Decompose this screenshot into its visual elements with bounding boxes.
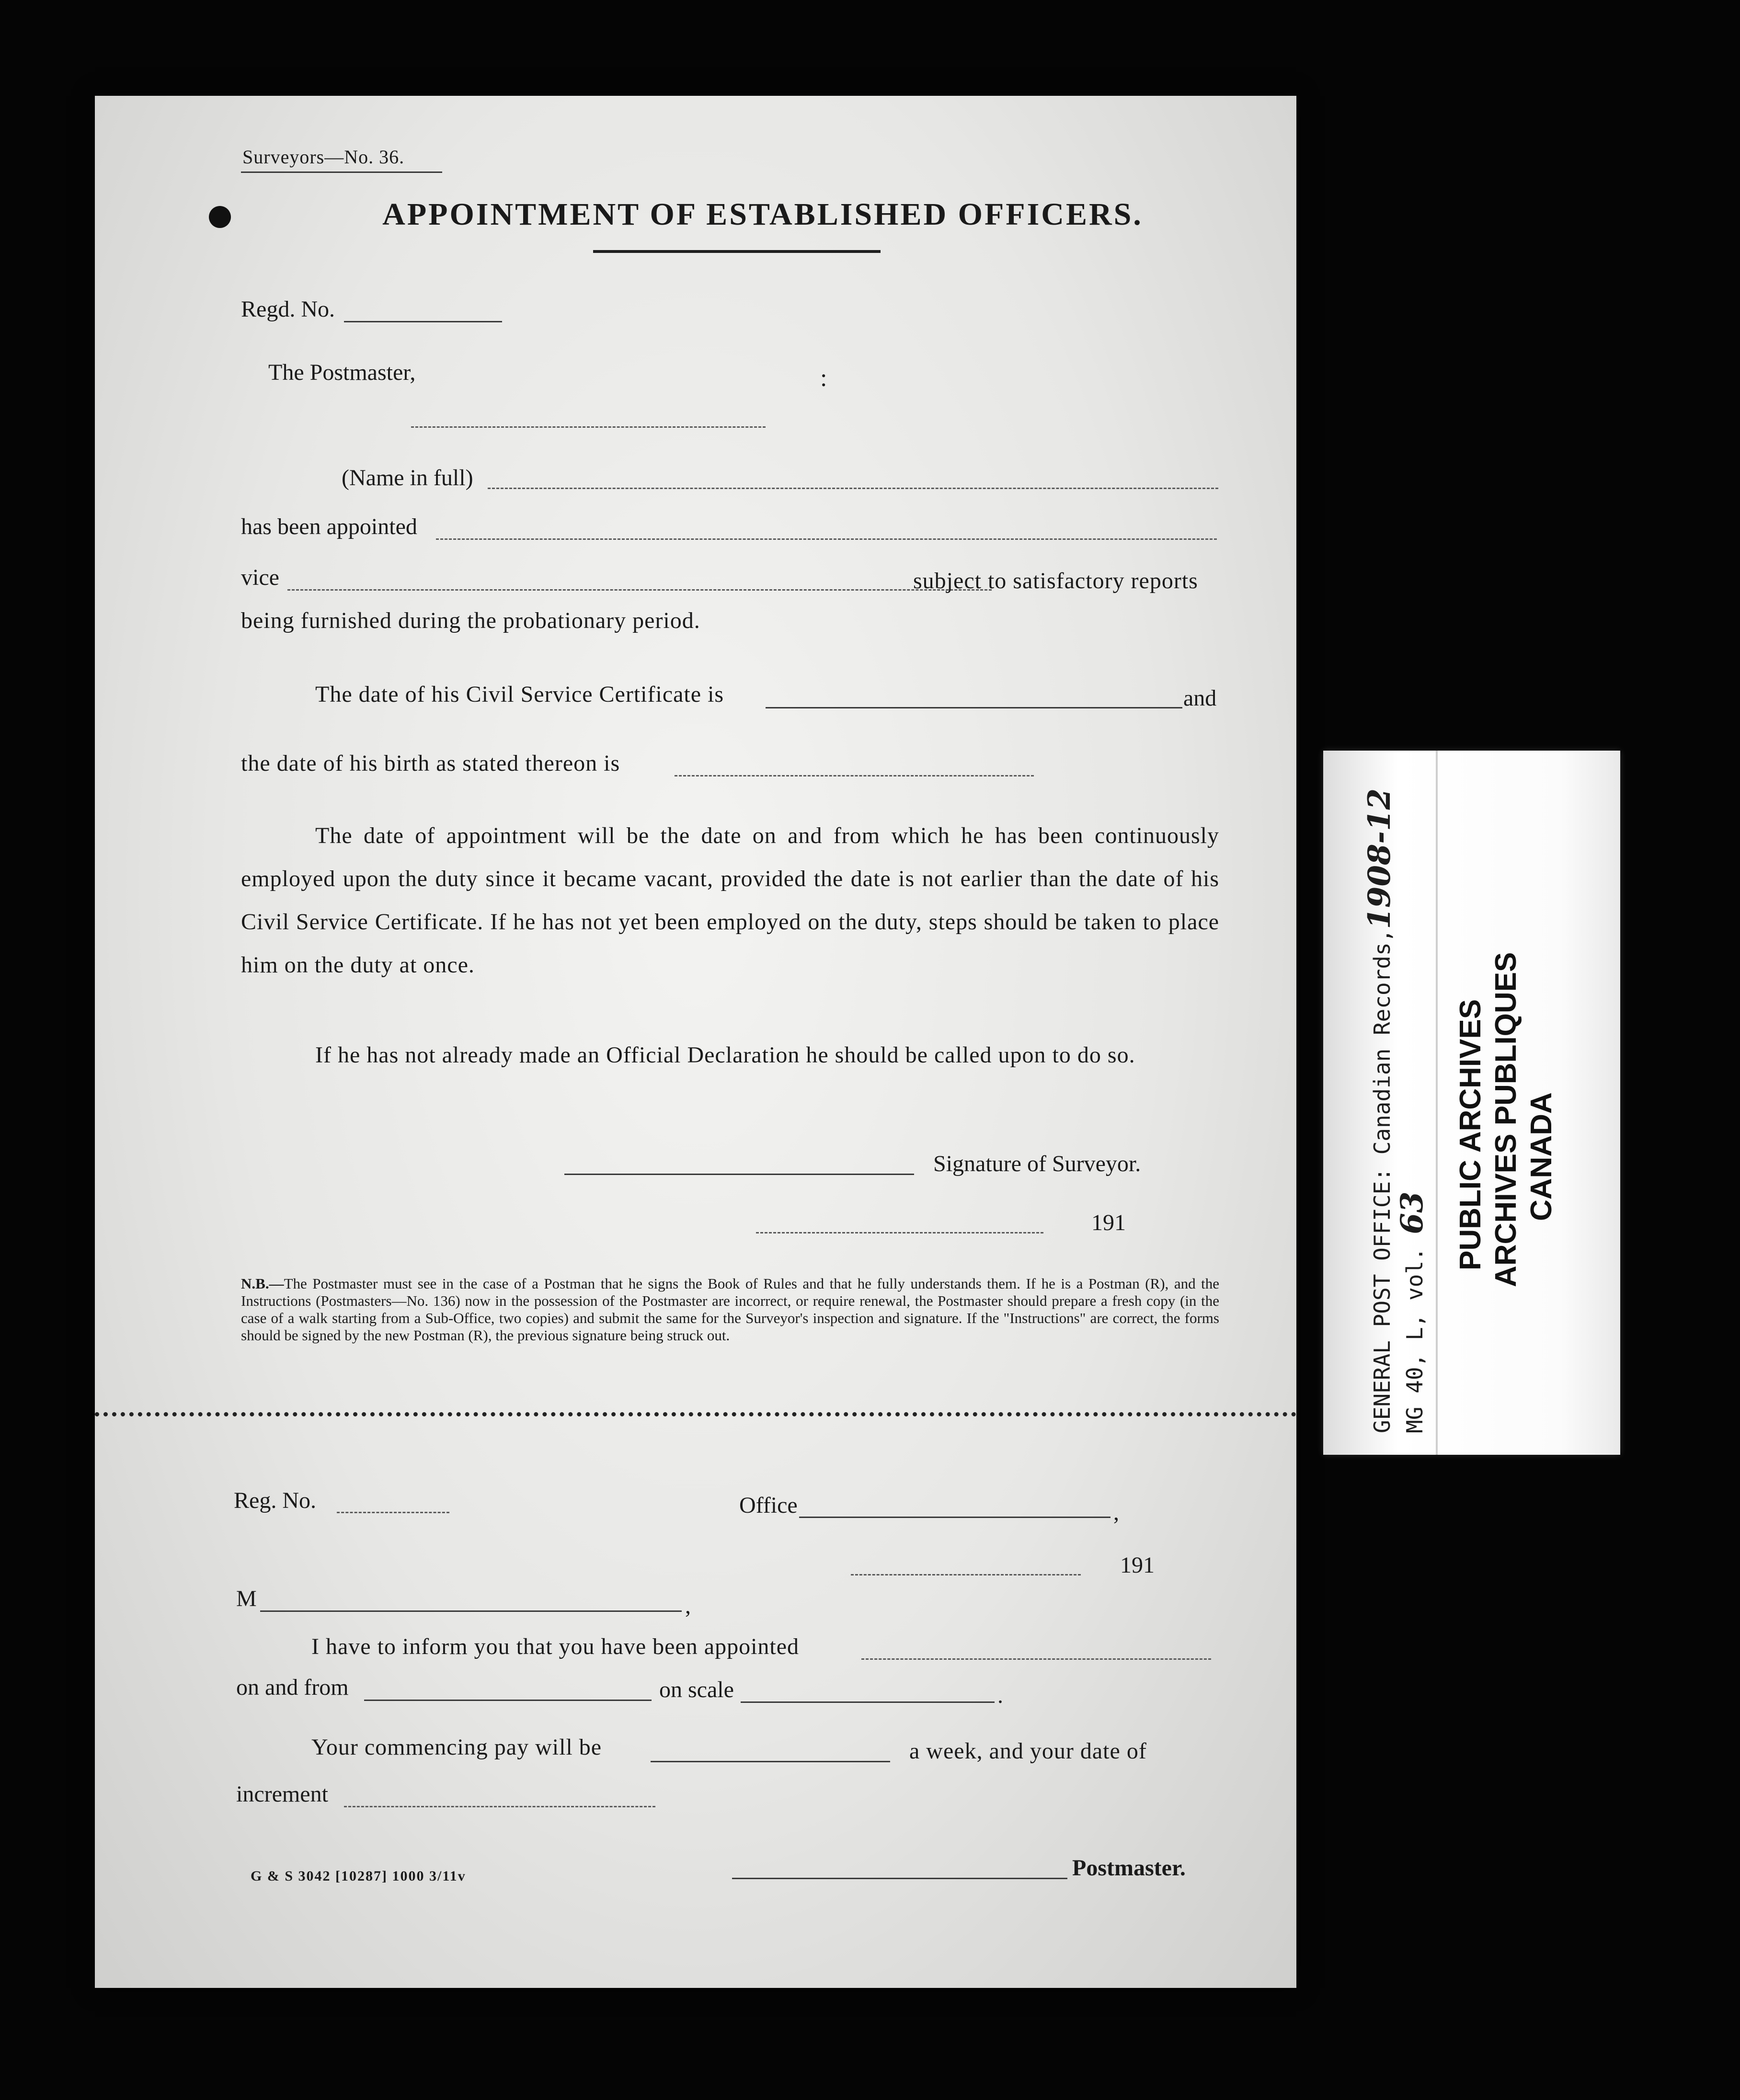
certificate-date-field[interactable] bbox=[766, 707, 1182, 708]
certificate-date-label: The date of his Civil Service Certificate is bbox=[315, 682, 724, 707]
appointment-form-sheet bbox=[95, 96, 1296, 1988]
registered-number-label: Regd. No. bbox=[241, 297, 335, 322]
slip-postmaster-signature-field[interactable] bbox=[732, 1878, 1067, 1879]
postmaster-address-field[interactable] bbox=[411, 426, 766, 428]
nota-bene-label: N.B.— bbox=[241, 1275, 284, 1292]
nota-bene-text: The Postmaster must see in the case of a Postman that he signs the Book of Rules and that he fully understands them. If he is a Postman (R), and the Instructions (Postmasters—No. 136) now in the possession of the Postmaster are incorrect, or require renewal, the Postmaster should prepare a fresh copy (in the case of a walk starting from a Sub-Office, two copies) and submit the same for the Surveyor's inspection and signature. If the "Instructions" are correct, the forms should be signed by the new Postman (R), the previous signature being struck out. bbox=[241, 1275, 1219, 1344]
slip-per-week-text: a week, and your date of bbox=[909, 1738, 1147, 1764]
archive-name-french: ARCHIVES PUBLIQUES bbox=[1489, 952, 1522, 1287]
postmaster-address-label: The Postmaster, bbox=[268, 360, 416, 385]
slip-commencing-pay-field[interactable] bbox=[651, 1761, 890, 1762]
satisfactory-reports-text: subject to satisfactory reports bbox=[913, 568, 1198, 593]
slip-reg-number-field[interactable] bbox=[337, 1512, 449, 1513]
volume-number-handwritten: 63 bbox=[1394, 1191, 1430, 1234]
slip-year-prefix: 191 bbox=[1120, 1552, 1155, 1578]
slip-date-field[interactable] bbox=[851, 1574, 1081, 1575]
archive-name-english: PUBLIC ARCHIVES bbox=[1454, 999, 1487, 1270]
slip-reg-number-label: Reg. No. bbox=[234, 1488, 316, 1513]
archive-volume-reference bbox=[1394, 1192, 1430, 1434]
surveyor-signature-field[interactable] bbox=[564, 1174, 914, 1175]
perforation-line bbox=[95, 1412, 1296, 1416]
slip-appointed-text: I have to inform you that you have been appointed bbox=[311, 1634, 800, 1659]
probationary-period-text: being furnished during the probationary period. bbox=[241, 608, 700, 633]
volume-prefix: MG 40, L, vol. bbox=[1402, 1247, 1428, 1433]
archive-collection-reference bbox=[1362, 788, 1397, 1433]
vice-label: vice bbox=[241, 565, 279, 590]
label-fold bbox=[1436, 751, 1438, 1455]
slip-increment-label: increment bbox=[236, 1781, 328, 1807]
printer-imprint: G & S 3042 [10287] 1000 3/11v bbox=[251, 1868, 466, 1884]
title-underline bbox=[593, 250, 881, 253]
collection-years-handwritten: 1908-12 bbox=[1362, 788, 1397, 929]
certificate-date-and: and bbox=[1183, 685, 1217, 711]
slip-on-and-from-field[interactable] bbox=[364, 1700, 652, 1701]
colon-mark: : bbox=[820, 365, 827, 392]
vice-field[interactable] bbox=[287, 589, 992, 591]
slip-scale-period: . bbox=[997, 1683, 1003, 1708]
form-title: APPOINTMENT OF ESTABLISHED OFFICERS. bbox=[382, 197, 1143, 232]
name-in-full-label: (Name in full) bbox=[342, 465, 473, 491]
slip-on-and-from-label: on and from bbox=[236, 1675, 349, 1700]
official-declaration-text: If he has not already made an Official Declaration he should be called upon to do so. bbox=[315, 1042, 1135, 1068]
archive-country: CANADA bbox=[1525, 1092, 1558, 1221]
slip-commencing-pay-label: Your commencing pay will be bbox=[311, 1735, 602, 1760]
slip-increment-field[interactable] bbox=[344, 1806, 655, 1807]
slip-addressee-label: M bbox=[236, 1586, 257, 1611]
collection-name: GENERAL POST OFFICE: Canadian Records, bbox=[1369, 929, 1395, 1433]
birth-date-field[interactable] bbox=[675, 775, 1034, 776]
archive-reference-label bbox=[1323, 751, 1620, 1455]
slip-addressee-field[interactable] bbox=[260, 1610, 682, 1612]
slip-office-comma: , bbox=[1113, 1500, 1119, 1525]
slip-addressee-comma: , bbox=[685, 1593, 691, 1619]
registered-number-field[interactable] bbox=[344, 321, 502, 322]
appointed-as-label: has been appointed bbox=[241, 514, 417, 539]
slip-office-label: Office bbox=[739, 1493, 798, 1518]
slip-office-field[interactable] bbox=[799, 1517, 1110, 1518]
name-in-full-field[interactable] bbox=[488, 488, 1218, 489]
slip-appointed-field[interactable] bbox=[861, 1658, 1211, 1660]
slip-scale-label: on scale bbox=[659, 1677, 734, 1702]
appointment-date-paragraph: The date of appointment will be the date on and from which he has been continuously employed upon the duty since it became vacant, provided the date is not earlier than the date of his Civil Service Certificate. If he has not yet been employed on the duty, steps should be taken to place him on the duty at once. bbox=[241, 823, 1219, 978]
slip-postmaster-label: Postmaster. bbox=[1072, 1855, 1186, 1881]
form-number: Surveyors—No. 36. bbox=[242, 146, 405, 168]
birth-date-label: the date of his birth as stated thereon is bbox=[241, 751, 620, 776]
signature-year-prefix: 191 bbox=[1091, 1210, 1126, 1235]
slip-scale-field[interactable] bbox=[741, 1701, 995, 1703]
signature-date-field[interactable] bbox=[756, 1232, 1043, 1233]
form-number-underline bbox=[241, 171, 442, 173]
nota-bene-note bbox=[241, 1275, 1219, 1344]
appointed-as-field[interactable] bbox=[436, 538, 1217, 540]
surveyor-signature-label: Signature of Surveyor. bbox=[933, 1151, 1141, 1176]
